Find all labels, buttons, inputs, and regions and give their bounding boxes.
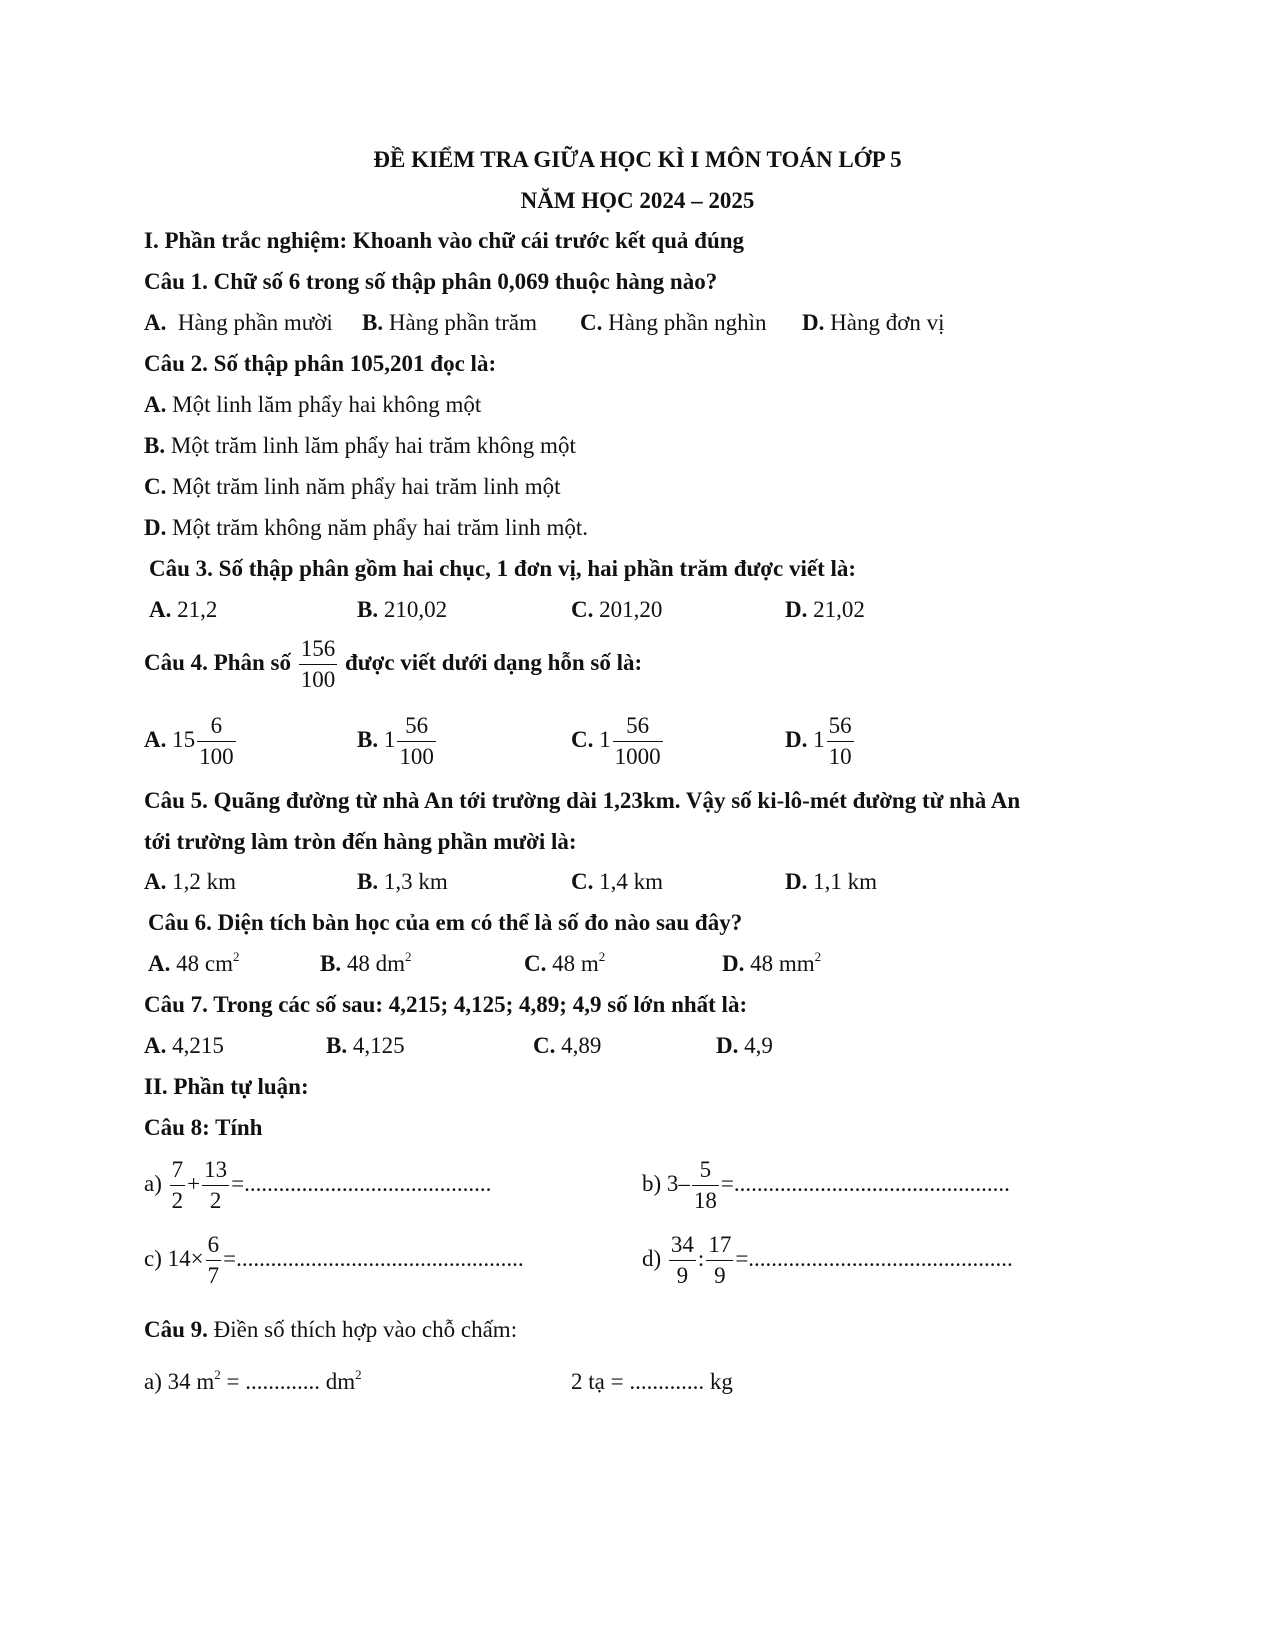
whole-number: 3 bbox=[666, 1170, 679, 1196]
exponent: 2 bbox=[404, 949, 412, 964]
q8-part-d bbox=[642, 1233, 1013, 1288]
part-label: d) bbox=[642, 1245, 662, 1271]
question-5-line2: tới trường làm tròn đến hàng phần mười là: bbox=[144, 829, 577, 854]
option-text: Hàng phần mười bbox=[177, 310, 333, 335]
option-text: Hàng phần trăm bbox=[388, 310, 538, 335]
option-text: 21,02 bbox=[813, 597, 865, 622]
q6-option-c[interactable] bbox=[524, 949, 606, 976]
option-letter: A. bbox=[144, 1033, 167, 1058]
q2-option-a[interactable] bbox=[144, 393, 481, 416]
exponent: 2 bbox=[598, 949, 606, 964]
option-letter: C. bbox=[580, 310, 603, 335]
fraction: $\frac{5}{18}$ bbox=[693, 1157, 717, 1214]
option-text: 4,215 bbox=[172, 1033, 224, 1058]
option-text: Một trăm linh năm phẩy hai trăm linh một bbox=[172, 474, 561, 499]
exponent: 2 bbox=[814, 949, 822, 964]
option-text: Hàng phần nghìn bbox=[608, 310, 767, 335]
q3-option-c[interactable] bbox=[571, 598, 662, 621]
option-letter: A. bbox=[144, 726, 167, 752]
option-letter: C. bbox=[144, 474, 167, 499]
q5-option-b[interactable] bbox=[357, 870, 448, 893]
option-letter: C. bbox=[524, 951, 547, 976]
q1-option-b[interactable] bbox=[362, 311, 537, 334]
question-8 bbox=[144, 1116, 262, 1139]
operator: × bbox=[190, 1245, 204, 1271]
operator: – bbox=[678, 1170, 690, 1196]
option-text: Một linh lăm phẩy hai không một bbox=[172, 392, 482, 417]
question-text: : Tính bbox=[202, 1115, 263, 1140]
q5-option-a[interactable] bbox=[144, 870, 236, 893]
fraction: $\frac{56}{1000}$ bbox=[614, 713, 661, 770]
option-letter: D. bbox=[785, 869, 808, 894]
q6-option-a[interactable] bbox=[148, 949, 240, 976]
q9-part-a bbox=[144, 1367, 362, 1394]
option-text: 48 cm bbox=[176, 951, 233, 976]
part-label: b) bbox=[642, 1170, 662, 1196]
option-text: 1,2 km bbox=[172, 869, 237, 894]
answer-blank[interactable]: .............................................. bbox=[748, 1245, 1013, 1271]
question-4 bbox=[144, 637, 642, 692]
option-text: Một trăm không năm phẩy hai trăm linh một. bbox=[172, 515, 588, 540]
option-letter: D. bbox=[722, 951, 745, 976]
fraction: $\frac{6}{100}$ bbox=[199, 713, 234, 770]
option-text: 48 m bbox=[552, 951, 599, 976]
option-text: 21,2 bbox=[177, 597, 218, 622]
option-text: Hàng đơn vị bbox=[830, 310, 945, 335]
q4-option-c[interactable] bbox=[571, 714, 665, 769]
unit: kg bbox=[709, 1369, 733, 1394]
unit: dm bbox=[325, 1369, 356, 1394]
exam-title: ĐỀ KIỂM TRA GIỮA HỌC KÌ I MÔN TOÁN LỚP 5 bbox=[373, 147, 902, 172]
option-letter: C. bbox=[571, 869, 594, 894]
fraction: $\frac{56}{100}$ bbox=[399, 713, 434, 770]
option-letter: B. bbox=[320, 951, 342, 976]
option-letter: D. bbox=[785, 726, 808, 752]
value: 2 tạ = bbox=[571, 1369, 624, 1394]
q9-part-b bbox=[571, 1370, 733, 1393]
option-text: 4,9 bbox=[744, 1033, 773, 1058]
q8-part-b bbox=[642, 1158, 1010, 1213]
q3-option-a[interactable] bbox=[149, 598, 217, 621]
question-text: . Phân số bbox=[202, 649, 291, 675]
option-text: 210,02 bbox=[383, 597, 448, 622]
question-label: Câu 4 bbox=[144, 649, 203, 675]
question-text: được viết dưới dạng hỗn số là: bbox=[345, 649, 643, 675]
option-text: 201,20 bbox=[599, 597, 663, 622]
question-3: Câu 3. Số thập phân gồm hai chục, 1 đơn vị, hai phần trăm được viết là: bbox=[149, 556, 857, 581]
option-letter: A. bbox=[144, 869, 167, 894]
option-letter: A. bbox=[148, 951, 171, 976]
option-letter: A. bbox=[149, 597, 172, 622]
operator: : bbox=[697, 1245, 705, 1271]
exponent: 2 bbox=[232, 949, 240, 964]
option-letter: A. bbox=[144, 392, 167, 417]
q7-option-d[interactable] bbox=[716, 1034, 773, 1057]
option-text: 48 dm bbox=[346, 951, 405, 976]
equals-sign: = bbox=[735, 1245, 749, 1271]
q6-option-d[interactable] bbox=[722, 949, 822, 976]
fraction: $\frac{56}{10}$ bbox=[828, 713, 852, 770]
question-6: Câu 6. Diện tích bàn học của em có thể là số đo nào sau đây? bbox=[148, 910, 743, 935]
question-9 bbox=[144, 1318, 517, 1341]
option-text: 1,3 km bbox=[383, 869, 448, 894]
answer-blank[interactable]: ............. bbox=[629, 1369, 705, 1394]
answer-blank[interactable]: .................................................. bbox=[236, 1245, 524, 1271]
equals-sign: = bbox=[226, 1369, 240, 1394]
equals-sign: = bbox=[720, 1170, 734, 1196]
option-letter: B. bbox=[357, 869, 379, 894]
value: 34 m bbox=[167, 1369, 215, 1394]
q1-option-c[interactable] bbox=[580, 311, 767, 334]
exponent: 2 bbox=[355, 1367, 362, 1382]
option-letter: B. bbox=[144, 433, 166, 458]
option-letter: D. bbox=[716, 1033, 739, 1058]
whole-number: 14 bbox=[167, 1245, 191, 1271]
option-letter: C. bbox=[571, 597, 594, 622]
q2-option-d[interactable] bbox=[144, 516, 588, 539]
answer-blank[interactable]: ................................................ bbox=[733, 1170, 1010, 1196]
fraction: $\frac{156}{100}$ bbox=[300, 636, 336, 693]
fraction: $\frac{7}{2}$ bbox=[171, 1157, 184, 1214]
q1-option-a[interactable] bbox=[144, 311, 333, 334]
option-text: 4,125 bbox=[352, 1033, 405, 1058]
whole-number: 15 bbox=[172, 726, 196, 752]
q8-part-c bbox=[144, 1233, 524, 1288]
option-letter: B. bbox=[357, 597, 379, 622]
option-letter: B. bbox=[362, 310, 384, 335]
part1-heading: I. Phần trắc nghiệm: Khoanh vào chữ cái trước kết quả đúng bbox=[144, 228, 745, 253]
part-label: a) bbox=[144, 1369, 162, 1394]
part2-heading: II. Phần tự luận: bbox=[144, 1074, 309, 1099]
option-letter: A. bbox=[144, 310, 167, 335]
q6-option-b[interactable] bbox=[320, 949, 412, 976]
option-letter: D. bbox=[802, 310, 825, 335]
option-text: 1,4 km bbox=[599, 869, 664, 894]
option-text: Một trăm linh lăm phẩy hai trăm không một bbox=[170, 433, 576, 458]
question-label: Câu 9. bbox=[144, 1317, 208, 1342]
q5-option-d[interactable] bbox=[785, 870, 877, 893]
equals-sign: = bbox=[223, 1245, 237, 1271]
equals-sign: = bbox=[231, 1170, 245, 1196]
fraction: $\frac{13}{2}$ bbox=[204, 1157, 228, 1214]
question-label: Câu 8 bbox=[144, 1115, 203, 1140]
answer-blank[interactable]: ............. bbox=[245, 1369, 320, 1394]
operator: + bbox=[187, 1170, 201, 1196]
option-text: 4,89 bbox=[561, 1033, 602, 1058]
fraction: $\frac{6}{7}$ bbox=[207, 1232, 220, 1289]
answer-blank[interactable]: ........................................... bbox=[244, 1170, 492, 1196]
option-letter: B. bbox=[357, 726, 379, 752]
q5-option-c[interactable] bbox=[571, 870, 663, 893]
school-year: NĂM HỌC 2024 – 2025 bbox=[520, 188, 755, 213]
fraction: $\frac{34}{9}$ bbox=[670, 1232, 694, 1289]
option-letter: D. bbox=[785, 597, 808, 622]
q1-option-d[interactable] bbox=[802, 311, 945, 334]
q3-option-d[interactable] bbox=[785, 598, 865, 621]
q7-option-a[interactable] bbox=[144, 1034, 224, 1057]
q8-part-a bbox=[144, 1158, 491, 1213]
q7-option-b[interactable] bbox=[326, 1034, 405, 1057]
fraction: $\frac{17}{9}$ bbox=[708, 1232, 732, 1289]
part-label: c) bbox=[144, 1245, 162, 1271]
option-letter: C. bbox=[571, 726, 594, 752]
part-label: a) bbox=[144, 1170, 162, 1196]
question-7: Câu 7. Trong các số sau: 4,215; 4,125; 4,89; 4,9 số lớn nhất là: bbox=[144, 992, 748, 1017]
question-5-line1: Câu 5. Quãng đường từ nhà An tới trường dài 1,23km. Vậy số ki-lô-mét đường từ nhà An bbox=[144, 788, 1021, 813]
q4-option-a[interactable] bbox=[144, 714, 238, 769]
question-1: Câu 1. Chữ số 6 trong số thập phân 0,069 thuộc hàng nào? bbox=[144, 269, 718, 294]
whole-number: 1 bbox=[813, 726, 825, 752]
option-text: 48 mm bbox=[750, 951, 815, 976]
whole-number: 1 bbox=[599, 726, 611, 752]
question-text: Điền số thích hợp vào chỗ chấm: bbox=[213, 1317, 518, 1342]
exponent: 2 bbox=[214, 1367, 221, 1382]
q4-option-b[interactable] bbox=[357, 714, 438, 769]
question-2: Câu 2. Số thập phân 105,201 đọc là: bbox=[144, 351, 497, 376]
q4-option-d[interactable] bbox=[785, 714, 856, 769]
option-letter: B. bbox=[326, 1033, 348, 1058]
whole-number: 1 bbox=[383, 726, 396, 752]
q2-option-b[interactable] bbox=[144, 434, 576, 457]
q2-option-c[interactable] bbox=[144, 475, 561, 498]
q7-option-c[interactable] bbox=[533, 1034, 601, 1057]
option-letter: D. bbox=[144, 515, 167, 540]
option-text: 1,1 km bbox=[813, 869, 878, 894]
option-letter: C. bbox=[533, 1033, 556, 1058]
q3-option-b[interactable] bbox=[357, 598, 447, 621]
